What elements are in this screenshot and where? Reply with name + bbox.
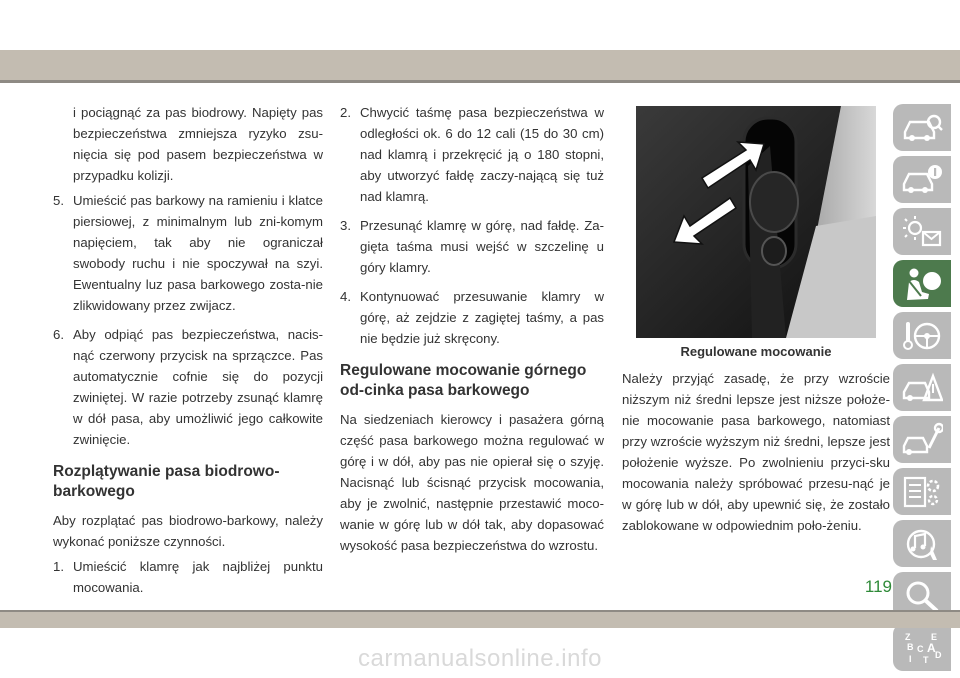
- list-number: 5.: [53, 193, 64, 208]
- index-letter: Z: [905, 631, 911, 642]
- index-letter: E: [931, 631, 938, 642]
- text-column-3: [622, 368, 890, 540]
- index-letter: I: [909, 653, 912, 664]
- list-text: Kontynuować przesuwanie klamry w górę, aż zejdzie z zagiętej taśmy, a pas nie będzie już skręcony.: [360, 289, 604, 346]
- figure-caption: Regulowane mocowanie: [680, 344, 832, 359]
- tab-multimedia[interactable]: [893, 520, 951, 567]
- tab-warning-lights[interactable]: [893, 208, 951, 255]
- intro-paragraph: i pociągnąć za pas biodrowy. Napięty pas bezpieczeństwa zmniejsza ryzyko zsu-nięcia się pod pasem bezpieczeństwa w przypadku kolizji.: [73, 105, 323, 183]
- watermark-text: carmanualsonline.info: [358, 645, 602, 672]
- tab-car-magnifier[interactable]: [893, 104, 951, 151]
- anchor-paragraph: Na siedzeniach kierowcy i pasażera górną część pasa barkowego można regulować w górę i w dół, aby pas nie opierał się o szyję. Nacisnąć lub ścisnąć przycisk mocowania, aby je zwolnić, następnie przestawić moco-wanie w górę lub w dół tak, aby dopasować wysokość pasa bezpieczeństwa do wzrostu.: [340, 412, 604, 553]
- steering-wheel-key-icon: [901, 318, 943, 354]
- index-letter: T: [923, 654, 929, 665]
- text-column-2: [340, 102, 604, 560]
- tab-car-info[interactable]: [893, 156, 951, 203]
- music-navigation-icon: [901, 526, 943, 562]
- list-item: [53, 556, 323, 598]
- car-magnifier-icon: [901, 110, 943, 146]
- page-number: 119: [864, 577, 892, 596]
- list-item: [340, 286, 604, 349]
- text-column-1: [53, 102, 323, 606]
- section-heading-untangle: Rozplątywanie pasa biodrowo-barkowego: [53, 463, 280, 500]
- list-text: Przesunąć klamrę w górę, nad fałdę. Za-gięta taśma musi wejść w szczelinę u góry klamry.: [360, 218, 604, 275]
- list-text: Chwycić taśmę pasa bezpieczeństwa w odległości ok. 6 do 12 cali (15 do 30 cm) nad klamrą i przekręcić ją o 180 stopni, aby utworzyć fałdę zaczy-nającą się tuż nad klamrą.: [360, 105, 604, 204]
- list-number: 2.: [340, 105, 351, 120]
- index-letter: B: [907, 641, 914, 652]
- section-heading-anchor: Regulowane mocowanie górnego od-cinka pasa barkowego: [340, 362, 587, 399]
- list-gear-icon: [901, 474, 943, 510]
- position-paragraph: Należy przyjąć zasadę, że przy wzroście niższym niż średni lepsze jest niższe położe-nie mocowanie pasa barkowego, natomiast przy wzroście wyższym niż średni, lepsze jest położenie wyższe. Po zwolnieniu przyci-sku mocowania należy spróbować przesu-nąć je w górę lub w dół, aby upewnić się, że zostało zablokowane w odpowiednim poło-żeniu.: [622, 371, 890, 533]
- list-item: [340, 102, 604, 207]
- wrench-car-icon: [901, 422, 943, 458]
- car-warning-triangle-icon: [901, 370, 943, 406]
- list-number: 1.: [53, 559, 64, 574]
- car-info-icon: [901, 162, 943, 198]
- chapter-tabs: [893, 104, 951, 676]
- list-item: [53, 190, 323, 316]
- warning-lights-message-icon: [901, 214, 943, 250]
- adjustable-anchor-photo: [636, 106, 876, 338]
- tab-starting[interactable]: [893, 312, 951, 359]
- untangle-paragraph: Aby rozplątać pas biodrowo-barkowy, należy wykonać poniższe czynności.: [53, 513, 323, 549]
- list-item: [53, 324, 323, 450]
- tab-emergency[interactable]: [893, 364, 951, 411]
- index-letter: A: [927, 640, 936, 655]
- list-text: Aby odpiąć pas bezpieczeństwa, nacis-nąć czerwony przycisk na sprzączce. Pas automatycznie cofnie się do pozycji zwiniętej. W razie potrzeby zsunąć klamrę w dół pasa, aby umożliwić jego całkowite zwinięcie.: [73, 327, 323, 447]
- list-text: Umieścić klamrę jak najbliżej punktu mocowania.: [73, 559, 323, 595]
- seatbelt-airbag-icon: [901, 266, 943, 302]
- list-number: 6.: [53, 327, 64, 342]
- tab-service[interactable]: [893, 416, 951, 463]
- bottom-band: [0, 612, 960, 628]
- search-magnifier-icon: [901, 578, 943, 614]
- anchor-illustration: [636, 106, 876, 338]
- list-item: [340, 215, 604, 278]
- top-band-line: [0, 80, 960, 83]
- index-letter: C: [917, 643, 924, 654]
- tab-safety[interactable]: [893, 260, 951, 307]
- index-letter: D: [935, 649, 942, 660]
- list-number: 3.: [340, 218, 351, 233]
- tab-specifications[interactable]: [893, 468, 951, 515]
- list-text: Umieścić pas barkowy na ramieniu i klatce piersiowej, z minimalnym lub zni-komym napięciem, tak aby nie ograniczał swobody ruchu i nie spoczywał na szyi. Ewentualny luz pasa barkowego zosta-nie zlikwidowany przez zwijacz.: [73, 193, 323, 313]
- list-number: 4.: [340, 289, 351, 304]
- top-band: [0, 50, 960, 80]
